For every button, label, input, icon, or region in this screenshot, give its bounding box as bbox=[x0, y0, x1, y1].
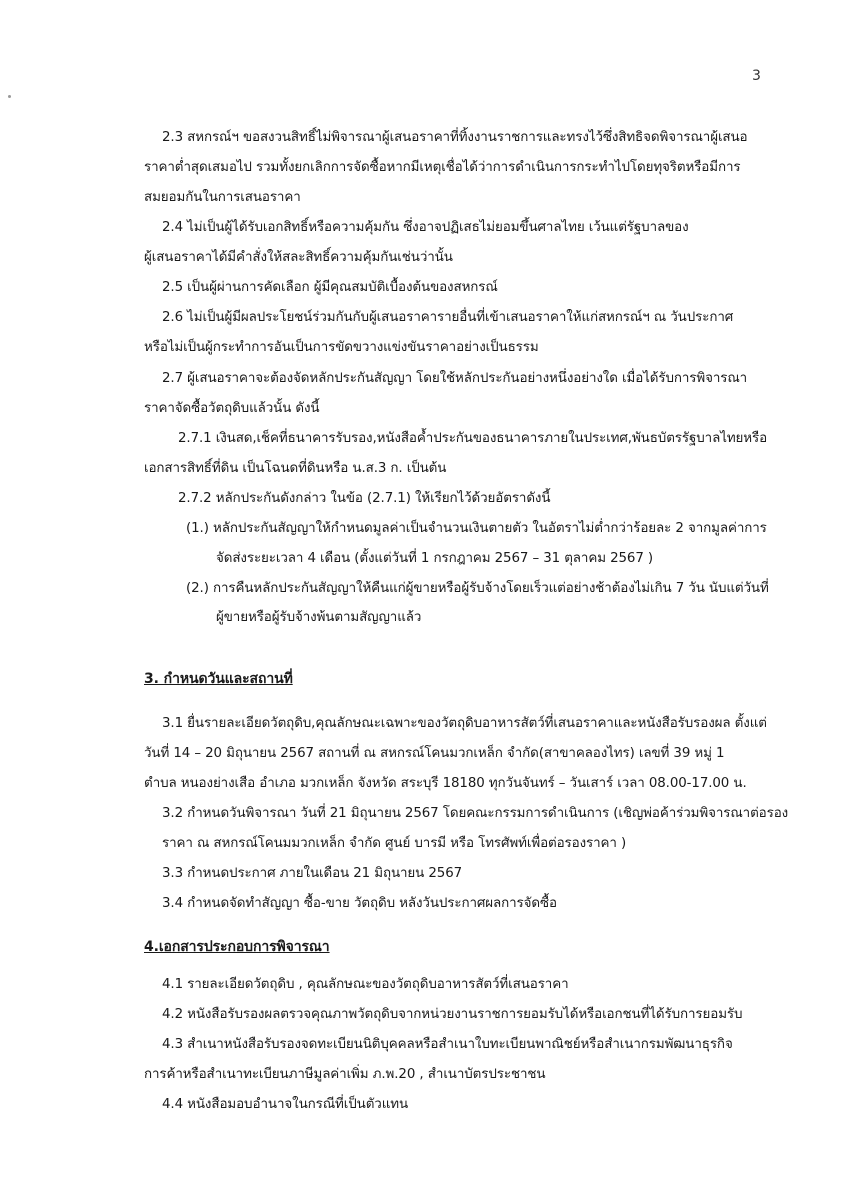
text-line: วันที่ 14 – 20 มิถุนายน 2567 สถานที่ ณ สหกรณ์โคนมวกเหล็ก จำกัด(สาขาคลองไทร) เลขที่ 39 หมู่ 1 bbox=[144, 746, 725, 761]
text-line: 2.3 สหกรณ์ฯ ขอสงวนสิทธิ์ไม่พิจารณาผู้เสนอราคาที่ทิ้งงานราชการและทรงไว้ซึ่งสิทธิจดพิจารณาผู้เสนอ bbox=[162, 130, 748, 145]
text-line: 2.7.1 เงินสด,เช็คที่ธนาคารรับรอง,หนังสือค้ำประกันของธนาคารภายในประเทศ,พันธบัตรรัฐบาลไทยหรือ bbox=[178, 431, 768, 446]
text-line: 2.5 เป็นผู้ผ่านการคัดเลือก ผู้มีคุณสมบัติเบื้องต้นของสหกรณ์ bbox=[162, 280, 498, 295]
text-line: ตำบล หนองย่างเสือ อำเภอ มวกเหล็ก จังหวัด สระบุรี 18180 ทุกวันจันทร์ – วันเสาร์ เวลา 08.00-17.00 น. bbox=[144, 776, 747, 791]
text-line: 2.7.2 หลักประกันดังกล่าว ในข้อ (2.7.1) ให้เรียกไว้ด้วยอัตราดังนี้ bbox=[178, 491, 551, 506]
section-heading: 3. กำหนดวันและสถานที่ bbox=[144, 671, 293, 687]
page-number: 3 bbox=[752, 68, 761, 84]
text-line: ราคาต่ำสุดเสมอไป รวมทั้งยกเลิกการจัดซื้อหากมีเหตุเชื่อได้ว่าการดำเนินการกระทำไปโดยทุจริตหรือมีการ bbox=[144, 160, 741, 175]
text-line: 4.1 รายละเอียดวัตถุดิบ , คุณลักษณะของวัตถุดิบอาหารสัตว์ที่เสนอราคา bbox=[162, 977, 569, 992]
text-line: 2.6 ไม่เป็นผู้มีผลประโยชน์ร่วมกันกับผู้เสนอราคารายอื่นที่เข้าเสนอราคาให้แก่สหกรณ์ฯ ณ วันประกาศ bbox=[162, 310, 734, 325]
text-line: ราคา ณ สหกรณ์โคนมมวกเหล็ก จำกัด ศูนย์ บารมี หรือ โทรศัพท์เพื่อต่อรองราคา ) bbox=[162, 836, 627, 851]
text-line: 3.1 ยื่นรายละเอียดวัตถุดิบ,คุณลักษณะเฉพาะของวัตถุดิบอาหารสัตว์ที่เสนอราคาและหนังสือรับรองผล ตั้งแต่ bbox=[162, 716, 767, 731]
text-line: 3.2 กำหนดวันพิจารณา วันที่ 21 มิถุนายน 2567 โดยคณะกรรมการดำเนินการ (เชิญพ่อค้าร่วมพิจารณาต่อรอง bbox=[162, 806, 789, 821]
text-line: 4.4 หนังสือมอบอำนาจในกรณีที่เป็นตัวแทน bbox=[162, 1097, 409, 1112]
text-line: 4.3 สำเนาหนังสือรับรองจดทะเบียนนิติบุคคลหรือสำเนาใบทะเบียนพาณิชย์หรือสำเนากรมพัฒนาธุรกิจ bbox=[162, 1037, 733, 1052]
text-line: 3.4 กำหนดจัดทำสัญญา ซื้อ-ขาย วัตถุดิบ หลังวันประกาศผลการจัดซื้อ bbox=[162, 896, 557, 911]
text-line: 3.3 กำหนดประกาศ ภายในเดือน 21 มิถุนายน 2567 bbox=[162, 866, 463, 881]
text-line: จัดส่งระยะเวลา 4 เดือน (ตั้งแต่วันที่ 1 กรกฎาคม 2567 – 31 ตุลาคม 2567 ) bbox=[216, 551, 654, 566]
text-line: (2.) การคืนหลักประกันสัญญาให้คืนแก่ผู้ขายหรือผู้รับจ้างโดยเร็วแต่อย่างช้าต้องไม่เกิน 7 วัน นับแต่วันที่ bbox=[186, 581, 769, 596]
text-line: (1.) หลักประกันสัญญาให้กำหนดมูลค่าเป็นจำนวนเงินตายตัว ในอัตราไม่ต่ำกว่าร้อยละ 2 จากมูลค่าการ bbox=[186, 521, 767, 536]
text-line: เอกสารสิทธิ์ที่ดิน เป็นโฉนดที่ดินหรือ น.ส.3 ก. เป็นต้น bbox=[144, 461, 447, 476]
text-line: 2.7 ผู้เสนอราคาจะต้องจัดหลักประกันสัญญา โดยใช้หลักประกันอย่างหนึ่งอย่างใด เมื่อได้รับการพิจารณา bbox=[162, 371, 748, 386]
text-line: ผู้ขายหรือผู้รับจ้างพ้นตามสัญญาแล้ว bbox=[216, 610, 422, 625]
text-line: สมยอมกันในการเสนอราคา bbox=[144, 190, 301, 205]
text-line: ราคาจัดซื้อวัตถุดิบแล้วนั้น ดังนี้ bbox=[144, 401, 320, 416]
text-line: 2.4 ไม่เป็นผู้ได้รับเอกสิทธิ์หรือความคุ้มกัน ซึ่งอาจปฏิเสธไม่ยอมขึ้นศาลไทย เว้นแต่รัฐบาลของ bbox=[162, 220, 689, 235]
section-heading: 4.เอกสารประกอบการพิจารณา bbox=[144, 939, 330, 955]
text-line: ผู้เสนอราคาได้มีคำสั่งให้สละสิทธิ์ความคุ้มกันเช่นว่านั้น bbox=[144, 250, 453, 265]
text-line: การค้าหรือสำเนาทะเบียนภาษีมูลค่าเพิ่ม ภ.พ.20 , สำเนาบัตรประชาชน bbox=[144, 1067, 546, 1082]
text-line: 4.2 หนังสือรับรองผลตรวจคุณภาพวัตถุดิบจากหน่วยงานราชการยอมรับได้หรือเอกชนที่ได้รับการยอมรับ bbox=[162, 1007, 743, 1022]
text-line: หรือไม่เป็นผู้กระทำการอันเป็นการขัดขวางแข่งขันราคาอย่างเป็นธรรม bbox=[144, 340, 539, 355]
scan-speck bbox=[8, 95, 11, 98]
